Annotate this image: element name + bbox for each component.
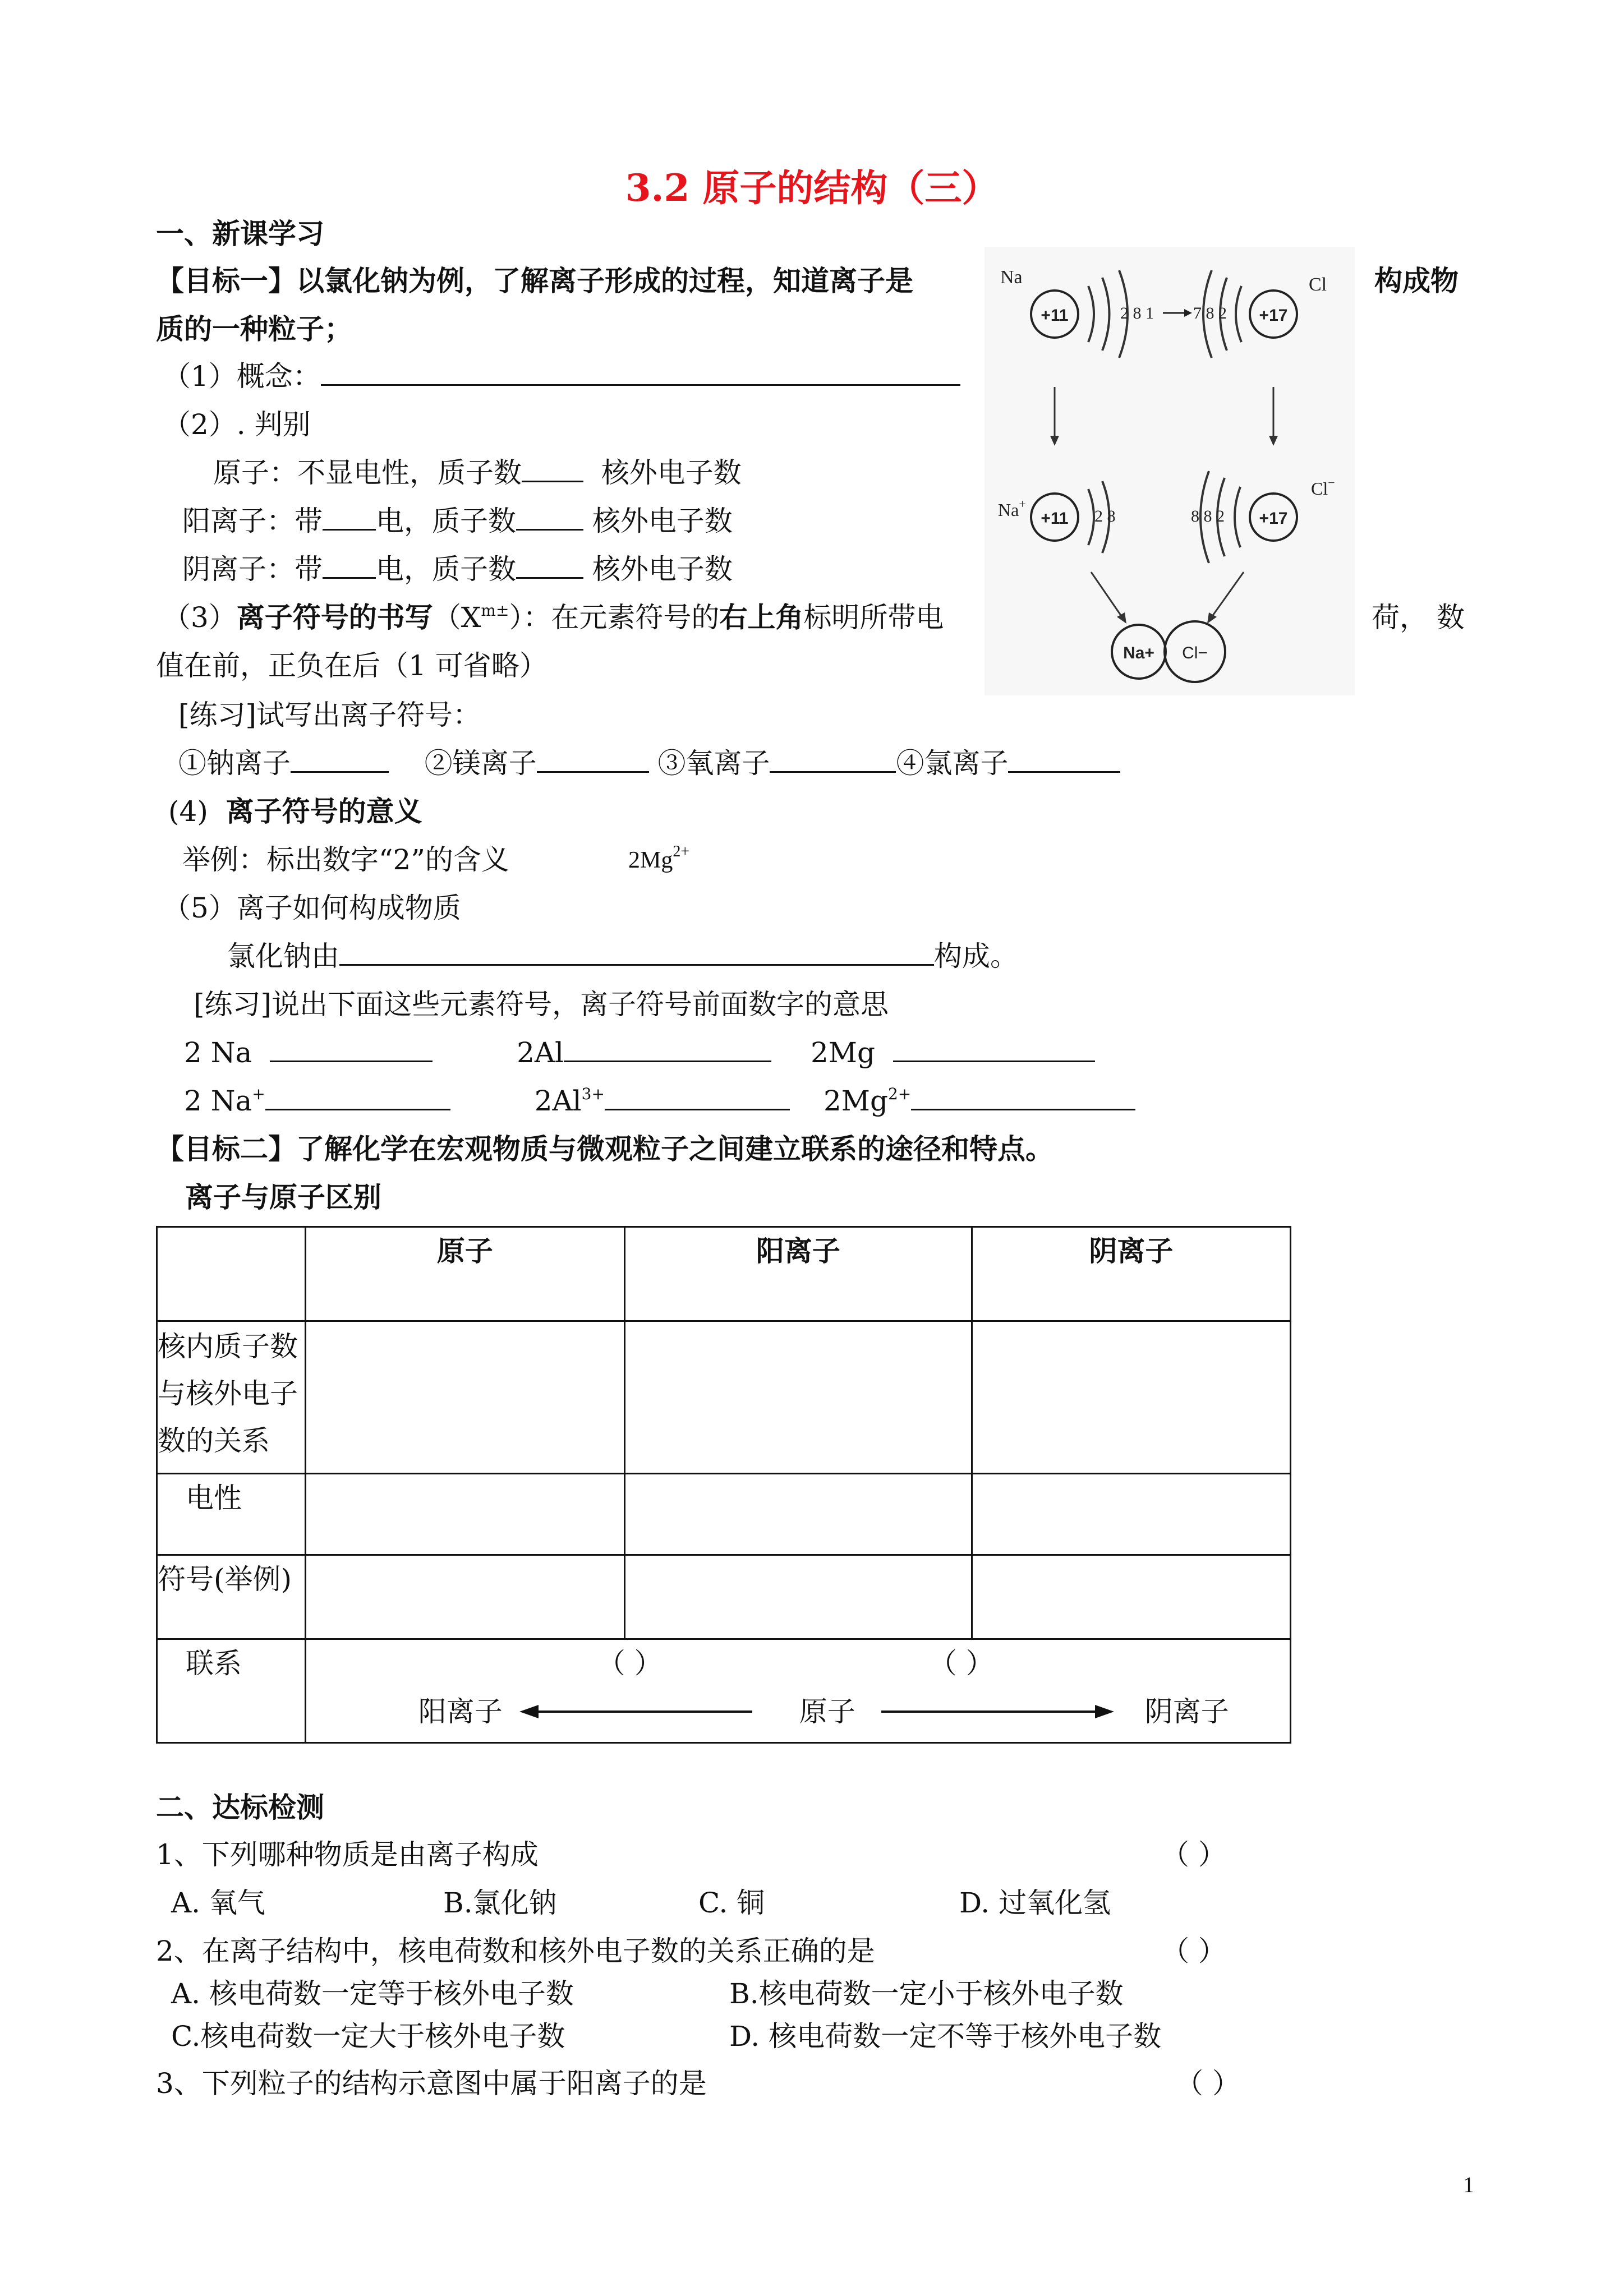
practice1-na: ①钠离子 [178,747,291,780]
cell-charge-anion[interactable] [972,1474,1290,1555]
diagram-na-ion-text: Na [998,500,1019,520]
judge-cation-text: 阳离子：带 [182,505,323,537]
connection-paren-left[interactable]: （ ） [597,1647,663,1680]
cell-relation-anion[interactable] [972,1321,1290,1474]
practice1-title: [练习]试写出离子符号： [178,699,481,731]
section-heading-2: 二、达标检测 [156,1791,324,1824]
practice1-o-blank[interactable] [770,746,896,773]
pair-na-label: Na+ [1123,644,1154,662]
practice2-na-ion: 2 Na [184,1085,252,1117]
goal-one-line2: 质的一种粒子； [156,312,352,345]
cell-symbol-anion[interactable] [972,1555,1290,1639]
practice2-row2 [184,1084,1135,1118]
judge-atom-text: 原子：不显电性，质子数 [213,457,522,489]
item-ion-symbol-sup: m± [481,601,509,620]
na-ion-shell-numbers: 2 8 [1094,507,1116,525]
question-2-option-a[interactable]: A. 核电荷数一定等于核外电子数 [171,1977,574,2010]
item-ion-meaning-bold: 离子符号的意义 [226,795,422,828]
ion-atom-comparison-table [156,1226,1291,1744]
example-symbol [628,845,689,876]
practice2-mg-ion-sup: 2+ [887,1085,912,1103]
goal-two-text: 了解化学在宏观物质与微观粒子之间建立联系的途径和特点。 [296,1132,1053,1165]
practice1-row [178,746,1120,781]
cl-nucleus-charge: +17 [1259,306,1288,325]
nacl-post: 构成。 [934,940,1018,972]
cl-shell-numbers: 7 8 2 [1193,304,1227,322]
practice2-mg-ion: 2Mg [823,1085,888,1117]
judge-cation [182,504,733,538]
table-row-symbol [157,1555,1291,1639]
table-header-cation: 阳离子 [624,1227,972,1321]
question-2-option-b[interactable]: B.核电荷数一定小于核外电子数 [729,1977,1124,2010]
cell-relation-atom[interactable] [305,1321,624,1474]
judge-cation-text3: 核外电子数 [592,505,733,537]
cell-charge-cation[interactable] [624,1474,972,1555]
judge-anion-text3: 核外电子数 [592,553,733,585]
item-ion-symbol-right: 荷， 数 [1372,601,1465,634]
example-line: 举例：标出数字“2”的含义 [182,843,509,876]
na-shell-numbers: 2 8 1 [1120,304,1154,322]
row-label-connection: 联系 [157,1639,306,1743]
practice1-mg: ②镁离子 [424,747,537,780]
table-header-anion: 阴离子 [972,1227,1290,1321]
nacl-blank[interactable] [339,939,934,966]
na-ion-nucleus-charge: +11 [1041,509,1069,528]
connection-atom: 原子 [799,1695,855,1728]
question-1-option-c[interactable]: C. 铜 [698,1887,765,1919]
practice1-o: ③氧离子 [657,747,770,780]
diagram-na-label: Na [1000,267,1023,288]
connection-paren-right[interactable]: （ ） [928,1647,994,1680]
cell-symbol-cation[interactable] [624,1555,972,1639]
arrow-to-cation [519,1700,755,1723]
practice2-al-ion: 2Al [534,1085,582,1117]
goal-one-tag: 【目标一】 [156,264,296,297]
judge-cation-blank1[interactable] [323,504,376,531]
pair-cl-label: Cl− [1182,644,1208,662]
judge-anion [182,552,733,587]
na-nucleus-charge: +11 [1041,306,1069,325]
example-symbol-sup: 2+ [673,843,690,860]
cell-connection [305,1639,1290,1743]
concept-blank[interactable] [321,359,960,386]
table-header-atom: 原子 [305,1227,624,1321]
nacl-pre: 氯化钠由 [227,940,339,972]
table-row-relation [157,1321,1291,1474]
practice2-al-ion-sup: 3+ [581,1085,605,1103]
page-number: 1 [1463,2172,1474,2197]
practice1-cl: ④氯离子 [896,747,1009,780]
judge-anion-blank2[interactable] [516,552,583,579]
item-ion-meaning-head: (4) [168,795,208,828]
question-1-option-b[interactable]: B.氯化钠 [443,1887,557,1919]
cell-charge-atom[interactable] [305,1474,624,1555]
example-symbol-text: 2Mg [628,847,673,873]
practice2-na-ion-blank[interactable] [265,1084,450,1110]
item-ion-symbol-bold2: 右上角 [719,601,804,634]
question-1-option-a[interactable]: A. 氧气 [171,1887,265,1919]
arrow-to-anion [878,1700,1114,1723]
goal-two-tag: 【目标二】 [156,1132,296,1165]
table-row-connection [157,1639,1291,1743]
judge-cation-text2: 电，质子数 [376,505,516,537]
nacl-line [227,939,1018,974]
table-header-empty [157,1227,306,1321]
judge-anion-text: 阴离子：带 [182,553,323,585]
page-title: 3.2 原子的结构（三） [625,166,999,210]
item-concept [163,359,960,394]
practice2-na-ion-sup: + [252,1085,265,1103]
diagram-cl-ion-text: Cl [1311,478,1328,499]
question-2-option-d[interactable]: D. 核电荷数一定不等于核外电子数 [729,2020,1162,2053]
row-label-charge: 电性 [157,1474,306,1555]
question-1-stem: 1、下列哪种物质是由离子构成 [156,1838,539,1871]
item-ion-symbol-line2: 值在前，正负在后（1 可省略） [156,649,548,682]
practice2-na-blank[interactable] [270,1036,433,1062]
judge-atom-blank[interactable] [522,456,583,482]
item-ion-symbol-after: ）：在元素符号的 [509,601,720,634]
diagram-cl-label: Cl [1309,274,1327,295]
practice2-na: 2 Na [184,1036,252,1069]
table-title: 离子与原子区别 [185,1181,381,1214]
question-2-option-c[interactable]: C.核电荷数一定大于核外电子数 [171,2020,565,2053]
practice2-title: [练习]说出下面这些元素符号，离子符号前面数字的意思 [194,988,889,1021]
item-judge: （2）. 判别 [163,408,311,441]
practice2-mg-ion-blank[interactable] [911,1084,1135,1110]
cl-ion-shell-numbers: 8 8 2 [1191,507,1225,525]
connection-anion: 阴离子 [1144,1695,1229,1728]
practice2-row1 [184,1035,1095,1070]
cell-relation-cation[interactable] [624,1321,972,1474]
item-ion-symbol-tail: 标明所带电 [803,601,944,634]
question-1-answer-paren[interactable]: （ ） [1161,1838,1226,1871]
judge-anion-text2: 电，质子数 [376,553,516,585]
judge-cation-blank2[interactable] [516,504,583,531]
diagram-cl-ion-sup: − [1328,476,1335,490]
item-ion-symbol-mid: （X [433,601,481,634]
practice2-al: 2Al [517,1036,564,1069]
practice1-mg-blank[interactable] [537,746,649,773]
goal-one-line1 [156,264,913,298]
table-row-charge [157,1474,1291,1555]
question-2-answer-paren[interactable]: （ ） [1161,1935,1226,1967]
connection-cation: 阳离子 [418,1695,503,1728]
question-3-stem: 3、下列粒子的结构示意图中属于阳离子的是 [156,2067,707,2100]
item-ion-symbol-bold: 离子符号的书写 [236,601,433,634]
goal-one-text: 以氯化钠为例，了解离子形成的过程，知道离子是 [296,264,913,297]
practice1-na-blank[interactable] [291,746,389,773]
item-ions-form-matter: （5）离子如何构成物质 [163,892,461,924]
diagram-na-ion-sup: + [1019,497,1026,511]
question-3-answer-paren[interactable]: （ ） [1175,2067,1240,2100]
practice2-mg-blank[interactable] [893,1036,1095,1062]
judge-atom [213,455,742,490]
table-header-row [157,1227,1291,1321]
section-heading-1: 一、新课学习 [156,217,324,250]
cl-ion-nucleus-charge: +17 [1259,509,1288,528]
practice2-al-blank[interactable] [564,1036,771,1062]
goal-two [156,1132,1053,1167]
row-label-relation: 核内质子数与核外电子数的关系 [157,1321,306,1474]
nacl-ion-formation-diagram [984,247,1355,695]
practice2-al-ion-blank[interactable] [605,1084,790,1110]
question-2-stem: 2、在离子结构中，核电荷数和核外电子数的关系正确的是 [156,1935,875,1967]
cell-symbol-atom[interactable] [305,1555,624,1639]
item-ion-symbol [163,600,944,635]
judge-anion-blank1[interactable] [323,552,376,579]
item-ion-symbol-head: （3） [163,601,237,634]
item-concept-label: （1）概念： [163,360,321,393]
practice1-cl-blank[interactable] [1008,746,1120,773]
goal-one-continuation: 构成物 [1374,264,1459,297]
practice2-mg: 2Mg [810,1036,875,1069]
row-label-symbol: 符号(举例) [157,1555,306,1639]
item-ion-meaning [168,794,422,829]
judge-atom-text2: 核外电子数 [601,457,742,489]
question-1-option-d[interactable]: D. 过氧化氢 [959,1887,1111,1919]
